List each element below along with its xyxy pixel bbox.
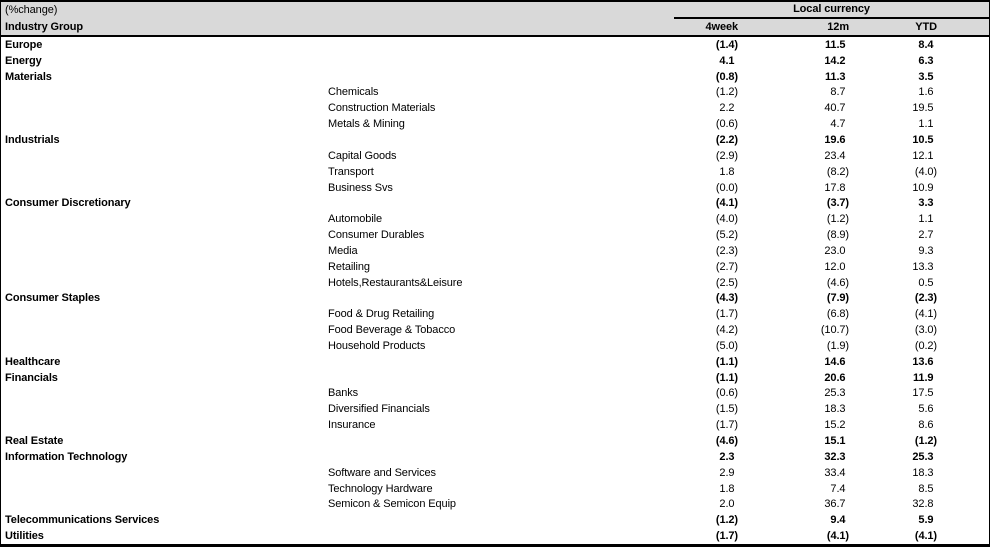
value-cell-ytd: 10.5	[912, 133, 934, 146]
column-header-12m: 12m	[827, 21, 849, 33]
industry-group-name: Consumer Staples	[5, 292, 100, 305]
value-cell-12m: (7.9)	[826, 292, 849, 305]
table-row	[1, 496, 989, 512]
sub-industry-name: Automobile	[328, 213, 383, 226]
industry-group-name: Financials	[5, 371, 58, 384]
sub-industry-name: Hotels,Restaurants&Leisure	[328, 276, 463, 289]
value-cell-4week: (4.0)	[715, 213, 738, 226]
column-header-ytd: YTD	[915, 21, 937, 33]
industry-group-name: Materials	[5, 70, 52, 83]
table-row	[1, 116, 989, 132]
value-cell-12m: 8.7	[830, 86, 846, 99]
value-cell-4week: (2.5)	[715, 276, 738, 289]
value-cell-12m: 9.4	[830, 514, 846, 527]
value-cell-ytd: (2.3)	[914, 292, 937, 305]
industry-group-name: Utilities	[5, 530, 44, 543]
table-row	[1, 180, 989, 196]
value-cell-ytd: 11.9	[913, 371, 934, 384]
value-cell-4week: (1.1)	[715, 355, 738, 368]
table-row	[1, 465, 989, 481]
value-cell-ytd: 10.9	[912, 181, 934, 194]
value-cell-4week: (1.1)	[715, 371, 738, 384]
sub-industry-name: Household Products	[328, 339, 426, 352]
sub-industry-name: Software and Services	[328, 466, 436, 479]
value-cell-ytd: 8.6	[918, 419, 934, 432]
value-cell-12m: (4.1)	[826, 530, 849, 543]
value-cell-4week: 1.8	[719, 482, 735, 495]
value-cell-4week: (0.6)	[715, 118, 738, 131]
table-row	[1, 148, 989, 164]
table-row	[1, 386, 989, 402]
table-row	[1, 481, 989, 497]
table-row	[1, 100, 989, 116]
sub-industry-name: Transport	[328, 165, 374, 178]
value-cell-4week: (2.2)	[715, 133, 738, 146]
value-cell-4week: 2.9	[719, 466, 735, 479]
industry-group-name: Europe	[5, 38, 43, 51]
industry-group-name: Consumer Discretionary	[5, 197, 131, 210]
value-cell-ytd: 5.9	[918, 514, 934, 527]
industry-group-name: Industrials	[5, 133, 60, 146]
value-cell-12m: 36.7	[824, 498, 846, 511]
table-row	[1, 370, 989, 386]
value-cell-ytd: 32.8	[912, 498, 934, 511]
value-cell-4week: 4.1	[719, 54, 735, 67]
table-row	[1, 164, 989, 180]
value-cell-12m: 11.5	[825, 38, 846, 51]
value-cell-ytd: 0.5	[918, 276, 934, 289]
value-cell-ytd: 25.3	[912, 450, 934, 463]
table-row	[1, 417, 989, 433]
value-cell-4week: 2.2	[719, 102, 735, 115]
value-cell-4week: (5.0)	[715, 339, 738, 352]
table-row	[1, 53, 989, 69]
value-cell-ytd: 6.3	[918, 54, 934, 67]
value-cell-4week: 2.0	[719, 498, 735, 511]
sub-industry-name: Consumer Durables	[328, 229, 425, 242]
sub-industry-name: Diversified Financials	[328, 403, 430, 416]
industry-group-name: Energy	[5, 54, 42, 67]
value-cell-ytd: (3.0)	[914, 324, 937, 337]
industry-group-name: Real Estate	[5, 435, 64, 448]
table-row	[1, 512, 989, 528]
sub-industry-name: Food Beverage & Tobacco	[328, 324, 456, 337]
value-cell-12m: 12.0	[824, 260, 846, 273]
table-row	[1, 132, 989, 148]
value-cell-ytd: 8.5	[918, 482, 934, 495]
value-cell-4week: (4.3)	[715, 292, 738, 305]
value-cell-4week: (2.7)	[715, 260, 738, 273]
sub-industry-name: Insurance	[328, 419, 376, 432]
value-cell-4week: (1.2)	[715, 86, 738, 99]
sub-industry-name: Semicon & Semicon Equip	[328, 498, 456, 511]
table-row	[1, 449, 989, 465]
value-cell-ytd: (4.0)	[914, 165, 937, 178]
value-cell-4week: (4.6)	[715, 435, 738, 448]
column-header-4week: 4week	[705, 21, 738, 33]
sub-industry-name: Capital Goods	[328, 149, 397, 162]
industry-group-name: Telecommunications Services	[5, 514, 160, 527]
value-cell-4week: (1.7)	[715, 308, 738, 321]
table-row	[1, 243, 989, 259]
value-cell-12m: 23.0	[824, 244, 846, 257]
value-cell-12m: 32.3	[824, 450, 846, 463]
table-row	[1, 211, 989, 227]
table-row	[1, 401, 989, 417]
industry-group-name: Healthcare	[5, 355, 61, 368]
value-cell-4week: (4.1)	[715, 197, 738, 210]
table-row	[1, 433, 989, 449]
value-cell-12m: 15.1	[824, 435, 846, 448]
value-cell-12m: (1.9)	[826, 339, 849, 352]
value-cell-ytd: 2.7	[918, 229, 934, 242]
column-header-row	[1, 19, 989, 35]
table-row	[1, 69, 989, 85]
value-cell-ytd: 17.5	[912, 387, 934, 400]
sub-industry-name: Business Svs	[328, 181, 393, 194]
value-cell-12m: (8.2)	[826, 165, 849, 178]
value-cell-12m: 19.6	[824, 133, 846, 146]
value-cell-4week: (0.8)	[715, 70, 738, 83]
value-cell-12m: 40.7	[824, 102, 846, 115]
sub-industry-name: Food & Drug Retailing	[328, 308, 435, 321]
table-row	[1, 528, 989, 544]
table-row	[1, 195, 989, 211]
industry-group-column-header: Industry Group	[5, 21, 84, 33]
value-cell-12m: 17.8	[824, 181, 846, 194]
table-row	[1, 291, 989, 307]
value-cell-4week: 1.8	[719, 165, 735, 178]
value-cell-12m: 14.2	[824, 54, 846, 67]
sub-industry-name: Retailing	[328, 260, 370, 273]
value-cell-ytd: (4.1)	[914, 530, 937, 543]
value-cell-ytd: 13.6	[912, 355, 934, 368]
value-cell-12m: (6.8)	[826, 308, 849, 321]
table-row	[1, 354, 989, 370]
value-cell-ytd: 19.5	[912, 102, 934, 115]
sub-industry-name: Metals & Mining	[328, 118, 405, 131]
value-cell-12m: (8.9)	[826, 229, 849, 242]
industry-group-name: Information Technology	[5, 450, 128, 463]
value-cell-12m: (4.6)	[826, 276, 849, 289]
value-cell-12m: 23.4	[824, 149, 846, 162]
value-cell-12m: 7.4	[830, 482, 846, 495]
sub-industry-name: Construction Materials	[328, 102, 436, 115]
table-row	[1, 37, 989, 53]
value-cell-12m: (10.7)	[820, 324, 849, 337]
value-cell-ytd: 1.1	[918, 118, 934, 131]
value-cell-ytd: 3.3	[918, 197, 934, 210]
table-row	[1, 259, 989, 275]
sub-industry-name: Media	[328, 244, 358, 257]
value-cell-4week: (1.7)	[715, 419, 738, 432]
value-cell-12m: 14.6	[824, 355, 846, 368]
table-row	[1, 85, 989, 101]
value-cell-12m: 11.3	[825, 70, 846, 83]
value-cell-12m: 18.3	[824, 403, 846, 416]
value-cell-ytd: (4.1)	[914, 308, 937, 321]
table-row	[1, 275, 989, 291]
value-cell-ytd: 18.3	[912, 466, 934, 479]
table-row	[1, 322, 989, 338]
table-header	[1, 2, 989, 37]
value-cell-12m: (3.7)	[826, 197, 849, 210]
value-cell-4week: (5.2)	[715, 229, 738, 242]
value-cell-ytd: 1.1	[918, 213, 934, 226]
value-cell-4week: (2.9)	[715, 149, 738, 162]
table-row	[1, 338, 989, 354]
value-cell-ytd: (0.2)	[914, 339, 937, 352]
value-cell-ytd: 3.5	[918, 70, 934, 83]
value-cell-12m: 15.2	[824, 419, 846, 432]
value-cell-ytd: 12.1	[912, 149, 934, 162]
value-cell-4week: (1.4)	[715, 38, 738, 51]
value-cell-ytd: 5.6	[918, 403, 934, 416]
value-cell-ytd: 8.4	[918, 38, 934, 51]
value-cell-4week: (1.2)	[715, 514, 738, 527]
value-cell-4week: (0.6)	[715, 387, 738, 400]
value-cell-ytd: (1.2)	[914, 435, 937, 448]
value-cell-12m: 20.6	[824, 371, 846, 384]
value-cell-4week: (4.2)	[715, 324, 738, 337]
sub-industry-name: Banks	[328, 387, 359, 400]
value-cell-4week: (1.7)	[715, 530, 738, 543]
table-body	[1, 37, 989, 544]
table-row	[1, 306, 989, 322]
value-cell-ytd: 9.3	[918, 244, 934, 257]
value-cell-4week: (2.3)	[715, 244, 738, 257]
value-cell-ytd: 13.3	[912, 260, 934, 273]
sub-industry-name: Technology Hardware	[328, 482, 433, 495]
local-currency-label: Local currency	[793, 3, 870, 15]
value-cell-12m: 33.4	[824, 466, 846, 479]
table-row	[1, 227, 989, 243]
value-cell-4week: (1.5)	[715, 403, 738, 416]
value-cell-12m: 25.3	[824, 387, 846, 400]
sub-industry-name: Chemicals	[328, 86, 379, 99]
value-cell-12m: (1.2)	[826, 213, 849, 226]
local-currency-group-header	[674, 2, 989, 19]
value-cell-4week: (0.0)	[715, 181, 738, 194]
percent-change-label: (%change)	[5, 4, 58, 16]
value-cell-12m: 4.7	[830, 118, 846, 131]
value-cell-4week: 2.3	[719, 450, 735, 463]
value-cell-ytd: 1.6	[918, 86, 934, 99]
